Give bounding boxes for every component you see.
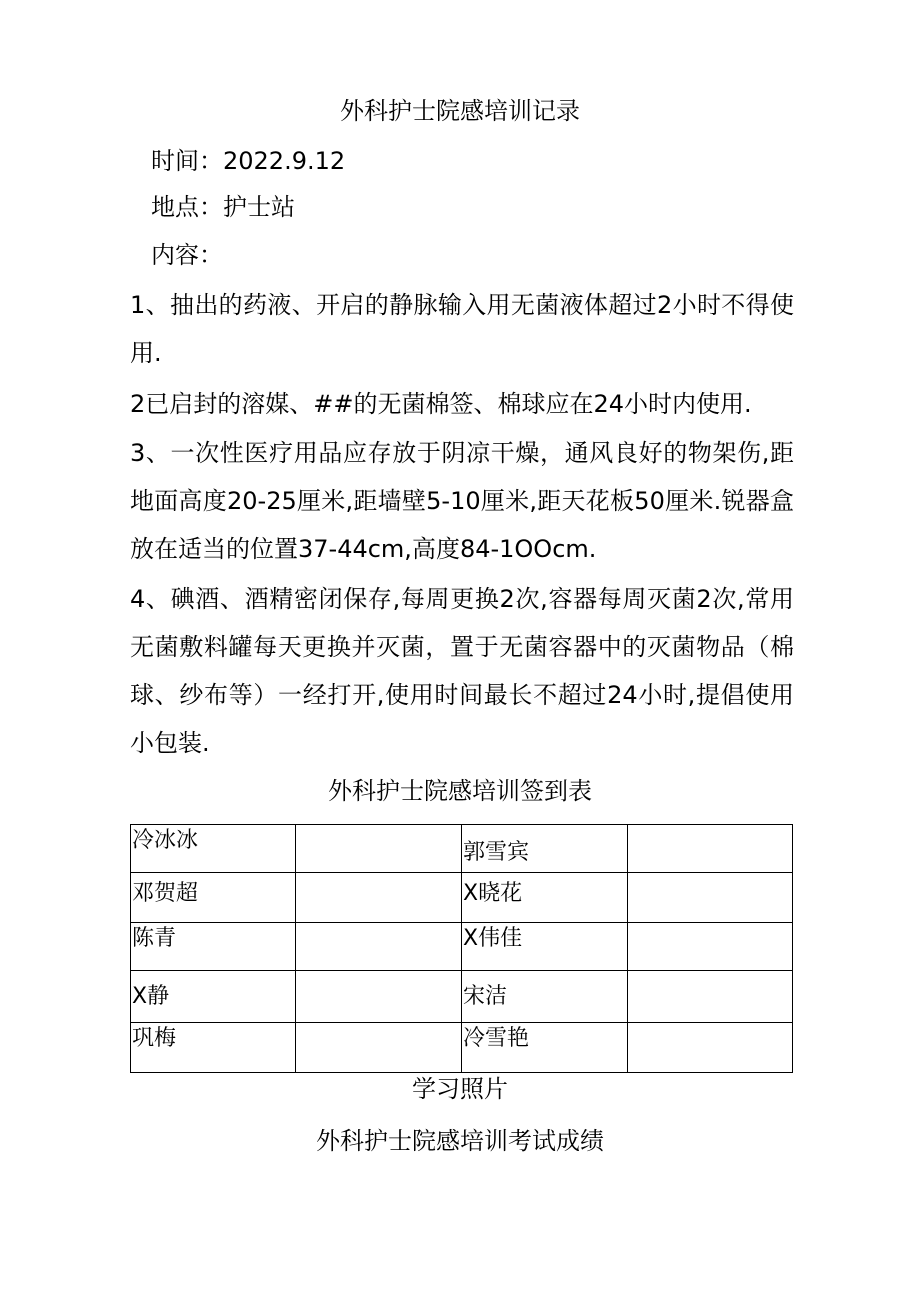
signature-cell — [296, 873, 462, 923]
document-title: 外科护士院感培训记录 — [340, 97, 580, 125]
signature-cell — [296, 825, 462, 873]
sign-in-name: X伟佳 — [462, 923, 628, 971]
signature-cell — [296, 923, 462, 971]
exam-results-heading: 外科护士院感培训考试成绩 — [316, 1127, 604, 1155]
training-location: 地点：护士站 — [151, 193, 295, 221]
table-row — [131, 825, 793, 873]
signature-cell — [628, 825, 793, 873]
sign-in-title: 外科护士院感培训签到表 — [328, 777, 592, 805]
signature-cell — [296, 971, 462, 1023]
sign-in-name: 巩梅 — [131, 1023, 296, 1073]
table-row — [131, 873, 793, 923]
sign-in-name: 冷雪艳 — [462, 1023, 628, 1073]
content-item-4: 4、碘酒、酒精密闭保存,每周更换2次,容器每周灭菌2次,常用无菌敷料罐每天更换并灭菌，置于无菌容器中的灭菌物品（棉球、纱布等）一经打开,使用时间最长不超过24小时,提倡使用小包装. — [130, 585, 794, 757]
signature-cell — [628, 923, 793, 971]
content-label: 内容： — [151, 241, 223, 269]
sign-in-name: X晓花 — [462, 873, 628, 923]
sign-in-name: 陈青 — [131, 923, 296, 971]
table-row — [131, 923, 793, 971]
sign-in-name: 冷冰冰 — [131, 825, 296, 873]
signature-cell — [628, 971, 793, 1023]
signature-cell — [628, 873, 793, 923]
sign-in-table — [130, 824, 793, 1073]
content-item-2: 2已启封的溶媒、##的无菌棉签、棉球应在24小时内使用. — [130, 390, 752, 418]
sign-in-name: X静 — [131, 971, 296, 1023]
table-row — [131, 971, 793, 1023]
content-item-3: 3、一次性医疗用品应存放于阴凉干燥，通风良好的物架伤,距地面高度20-25厘米,距墙壁5-10厘米,距天花板50厘米.锐器盒放在适当的位置37-44cm,高度84-1OOcm. — [130, 439, 794, 563]
signature-cell — [296, 1023, 462, 1073]
table-row — [131, 1023, 793, 1073]
sign-in-name: 宋洁 — [462, 971, 628, 1023]
photos-heading: 学习照片 — [412, 1075, 508, 1103]
content-item-1: 1、抽出的药液、开启的静脉输入用无菌液体超过2小时不得使用. — [130, 291, 794, 367]
sign-in-name: 郭雪宾 — [462, 825, 628, 873]
signature-cell — [628, 1023, 793, 1073]
training-time: 时间：2022.9.12 — [151, 147, 346, 175]
sign-in-name: 邓贺超 — [131, 873, 296, 923]
